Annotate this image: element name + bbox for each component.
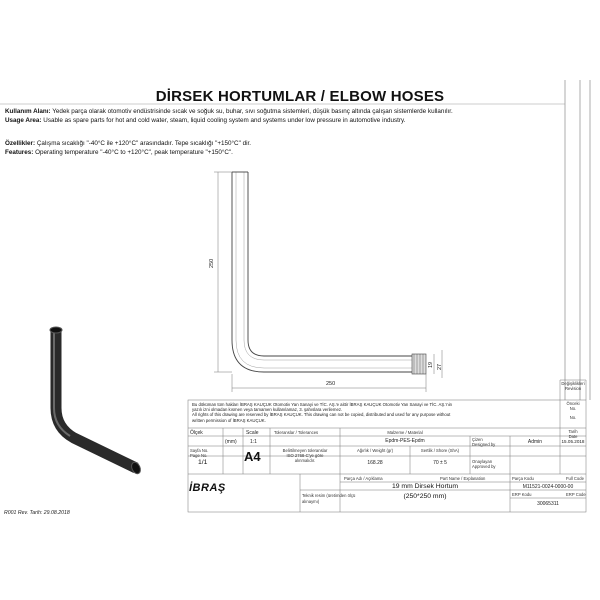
copyright-notice: Bu döküman tüm hakları İBRAŞ KAUÇUK Otomotiv Yan Sanayi ve TİC. AŞ.'e aittir İBRAŞ KAUÇUK Otomotiv Yan Sanayi ve TİC. AŞ.'nin yazılı izni olmadan kısmen veya tamamen kullanılamaz, 3. şahıslara verilemez. All rights of this drawing are reserved by İBRAŞ KAUÇUK. This drawing can not be copied, distributed and used for any purpose without written permission of İBRAŞ KAUÇUK.	[192, 402, 453, 423]
revision-prev-tr: Önceki	[566, 401, 580, 406]
full-code-label: Full Code	[566, 476, 584, 481]
revision-footer-note: R001 Rev. Tarih: 29.08.2018	[4, 510, 70, 516]
tolerance-note: Belirtilmeyen toleranslar ISO 2768-C'ye göre alınmalıdır.	[282, 448, 328, 464]
unit-label: (mm)	[225, 439, 237, 445]
scale-ratio: 1:1	[250, 439, 257, 445]
revision-no: No.	[569, 415, 577, 420]
hardness-label: Sertlik / Shore (ShA)	[420, 448, 460, 453]
tolerance-label: Toleranslar / Tolerances	[274, 430, 319, 435]
material-value: Epdm-PES-Epdm	[385, 438, 425, 444]
approved-label: Onaylayan	[472, 459, 493, 464]
part-code-label: Parça Kodu	[512, 476, 534, 481]
drawn-label-en: Designed by	[472, 442, 496, 447]
features-tr: Özellikler: Çalışma sıcaklığı "-40°C ile +120°C" arasındadır. Tepe sıcaklığı "+150°C" dir.	[5, 140, 251, 147]
weight-value: 168.28	[367, 460, 383, 466]
drawn-label: Çizen	[472, 437, 483, 442]
hardness-value: 70 ± 5	[433, 460, 447, 466]
revision-date-tr: Tarih	[568, 429, 578, 434]
part-name-label: Parça Adı / Açıklama	[344, 476, 383, 481]
sheet-value: 1/1	[198, 459, 208, 466]
sheet-label: Sayfa No.	[190, 448, 209, 453]
dim-od-label: 27	[437, 363, 443, 370]
elbow-hose-drawing	[232, 172, 426, 374]
erp-label: ERP Kodu	[512, 492, 532, 497]
dim-id-label: 19	[428, 361, 434, 368]
part-code-value: M11521-0024-0000-00	[522, 484, 574, 490]
erp-value: 30065311	[537, 501, 559, 507]
approved-label-en: Approved by	[472, 464, 496, 469]
drawn-value: Admin	[527, 439, 543, 445]
usage-en: Usage Area: Usable as spare parts for hot and cold water, steam, liquid cooling system and systems under low pressure in automotive industry.	[5, 117, 406, 124]
dim-width-label: 250	[326, 381, 336, 387]
sheet-label-en: Page No.	[190, 453, 208, 458]
paper-size: A4	[244, 449, 261, 464]
revision-prev-en: No.	[569, 406, 577, 411]
dimension-label: Ölçek	[190, 430, 203, 436]
part-name-value: 19 mm Dirsek Hortum	[391, 483, 459, 490]
ibras-logo: İBRAŞ	[189, 482, 226, 494]
revision-label-tr: Değişiklikleri	[561, 381, 585, 386]
scale-label: Scale	[246, 430, 259, 436]
part-name-size: (250*250 mm)	[403, 493, 447, 500]
weight-label: Ağırlık / Weight (gr)	[357, 448, 393, 453]
page-title: DİRSEK HORTUMLAR / ELBOW HOSES	[155, 88, 445, 105]
revision-date-en: Date	[568, 434, 578, 439]
dim-height-label: 250	[209, 258, 215, 268]
hose-3d-image	[50, 327, 142, 475]
revision-label-en: Revision	[564, 386, 582, 391]
usage-tr: Kullanım Alanı: Yedek parça olarak otomotiv endüstrisinde sıcak ve soğuk su, buhar, sıvı soğutma sistemleri, düşük basınç altında çalışan sistemlerde kullanılır.	[5, 108, 453, 115]
part-name-label-en: Part Name / Explanation	[440, 476, 486, 481]
date-value: 15.05.2018	[561, 439, 585, 444]
features-en: Features: Operating temperature "-40°C to +120°C", peak temperature "+150°C".	[5, 149, 233, 156]
erp-label-en: ERP Code	[566, 492, 586, 497]
material-label: Malzeme / Material	[387, 430, 423, 435]
notes-label: Teknik resim (üretimden ölçü alınaymı)	[302, 493, 356, 504]
